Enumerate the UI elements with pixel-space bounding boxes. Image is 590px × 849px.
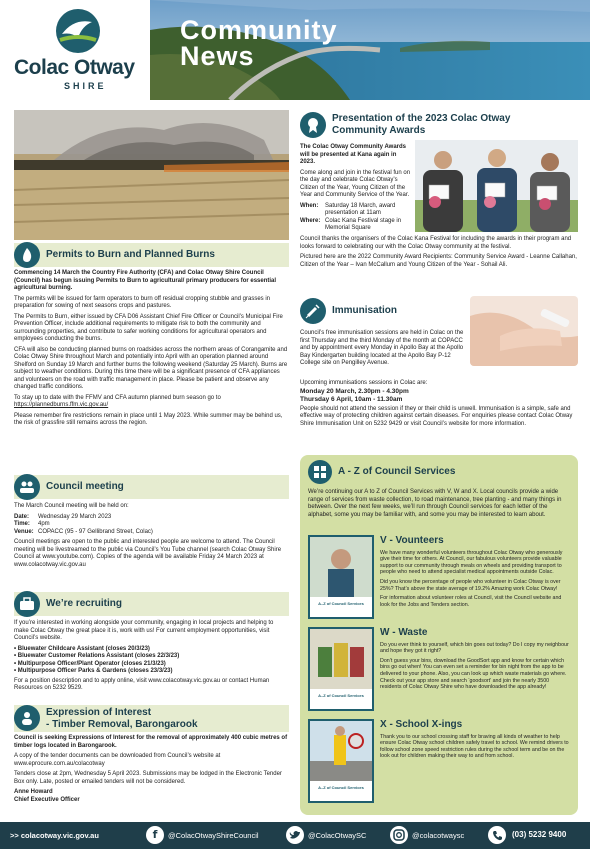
volunteers-paragraph-3: For information about volunteer roles at Council, visit the Council website and look for the Jobs and Tenders section.: [380, 595, 562, 608]
facebook-handle[interactable]: @ColacOtwayShireCouncil: [168, 831, 259, 840]
volunteers-title: V - Vounteers: [380, 535, 444, 546]
people-icon: [14, 474, 40, 500]
recruiting-section-header: [14, 592, 289, 616]
permits-section-header: [14, 243, 289, 267]
recruiting-title: We’re recruiting: [46, 598, 122, 609]
page-header: [0, 0, 590, 100]
immunisation-paragraph-1: Council’s free immunisation sessions are held in Colac on the first Thursday and the third Monday of the month at COPACC and by appointment every Monday in Apollo Bay at the Apollo Bay Kindergarten building located at the Apollo Bay P-12 College site on Pengilley Avenue.: [300, 330, 464, 366]
waste-title: W - Waste: [380, 627, 428, 638]
masthead-title-line2: News: [180, 41, 255, 71]
permits-paragraph-2: The Permits to Burn, either issued by CFA D06 Assistant Chief Fire Officer or Council’s Municipal Fire Prevention Officer, include additional requirements to mitigate risk to both the community and surrounding properties, and contribute to safer working conditions for agricultural operators and employees conducting the burns.: [14, 313, 283, 342]
permits-paragraph-4: To stay up to date with the FFMV and CFA autumn planned burn season go to: [14, 394, 221, 401]
immunisation-section-header: [300, 298, 470, 326]
job-list: [14, 646, 289, 676]
meeting-intro: The March Council meeting will be held on:: [14, 503, 129, 509]
twitter-handle[interactable]: @ColacOtwaySC: [308, 831, 367, 840]
waste-text: [380, 642, 572, 691]
twitter-icon[interactable]: [286, 826, 304, 844]
eoi-title-line2: - Timber Removal, Barongarook: [46, 719, 198, 730]
phone-number[interactable]: (03) 5232 9400: [512, 830, 567, 839]
waste-card-image: [308, 627, 374, 711]
volunteers-section: [380, 535, 572, 611]
az-title: A - Z of Council Services: [338, 466, 456, 477]
permits-paragraph-5: Please remember fire restrictions remain in place until 1 May 2023. While summer may be behind us, the risk of grassfire still remains across the region.: [14, 412, 283, 426]
immunisation-paragraph-3: People should not attend the session if they or their child is unwell. Immunisation is a simple, safe and effective way of protecting children against certain diseases. For enquiries please contact Colac Otway Shire Immunisation Unit on 5232 9429 or visit Council’s website for more information.: [300, 405, 573, 427]
volunteers-card-image: [308, 535, 374, 619]
instagram-handle[interactable]: @colacotwaysc: [412, 831, 465, 840]
awards-paragraph-2: Council thanks the organisers of the Colac Kana Festival for including the awards in their program and looks forward to celebrating our with the Colac Otway community at the festival.: [300, 236, 572, 250]
card-caption: A–Z of Council Services: [318, 600, 364, 606]
eoi-title-line1: Expression of Interest: [46, 707, 152, 718]
card-caption: A–Z of Council Services: [318, 784, 364, 790]
permits-paragraph-3: CFA will also be conducting planned burns on roadsides across the northern areas of Corangamite and Colac Otway Shire throughout March and potentially into April with an operation planned around Shelford on Sunday 19 March and further burns the following weekend (Saturday 25 March). Burns are subject to weather conditions. During this time there will be a significant presence of CFA appliances and volunteers on the road with traffic management in place. Please be patient and observe any changed traffic conditions.: [14, 346, 288, 390]
volunteers-text: [380, 550, 572, 609]
job-item[interactable]: • Multipurpose Officer/Plant Operator (closes 21/3/23): [14, 660, 166, 667]
eoi-body: [14, 735, 289, 804]
planned-burns-link[interactable]: https://plannedburns.ffm.vic.gov.au/: [14, 402, 109, 408]
briefcase-icon: [14, 591, 40, 617]
job-item[interactable]: • Multipurpose Officer Parks & Gardens (closes 23/3/23): [14, 668, 173, 674]
school-crossing-paragraph: Thank you to our school crossing staff for braving all kinds of weather to help ensure Colac Otway school children safely travel to school. We remind drivers to follow school zone speed restriction rules during the school term and be on the look out for children making their way to and from school.: [380, 733, 569, 760]
school-crossing-title: X - School X-ings: [380, 719, 463, 730]
eoi-intro: Council is seeking Expressions of Interest for the removal of approximately 400 cubic metres of timber logs located in Barongarook.: [14, 735, 288, 749]
immunisation-title: Immunisation: [332, 305, 398, 316]
instagram-icon[interactable]: [390, 826, 408, 844]
medal-icon: [300, 112, 326, 138]
awards-paragraph-3: Pictured here are the 2022 Community Award Recipients: Community Service Award - Leanne Callahan, Citizen of the Year – Ivan McCallum and Young Citizen of the Year - Sohail Ali.: [300, 254, 577, 268]
page-footer: [0, 822, 590, 849]
logo-wordmark: Colac Otway: [14, 56, 135, 79]
immunisation-body-top: [300, 330, 468, 371]
syringe-icon: [300, 298, 326, 324]
meeting-body: [14, 503, 289, 572]
school-crossing-card-image: [308, 719, 374, 803]
services-icon: [308, 460, 332, 484]
meeting-date-value: Wednesday 29 March 2023: [38, 513, 112, 520]
awards-when-label: When:: [300, 202, 319, 209]
planned-burn-photo: [14, 110, 289, 240]
flame-icon: [14, 242, 40, 268]
eoi-signatory-name: Anne Howard: [14, 789, 53, 795]
awards-intro: The Colac Otway Community Awards will be presented at Kana again in 2023.: [300, 144, 407, 165]
session-2: Thursday 6 April, 10am - 11.30am: [300, 395, 403, 403]
awards-where-label: Where:: [300, 217, 321, 224]
awards-where-value: Colac Kana Festival stage in Memorial Square: [325, 217, 402, 231]
awards-title-line1: Presentation of the 2023 Colac Otway: [332, 113, 511, 124]
waste-paragraph-1: Do you ever think to yourself, which bin goes out today? Do I copy my neighbour and hope they got it right?: [380, 641, 569, 655]
council-logo-icon: [52, 6, 104, 56]
meeting-date-label: Date:: [14, 513, 30, 520]
immunisation-body-bottom: [300, 380, 578, 431]
awards-paragraph-1: Come along and join in the festival fun on the day and celebrate Colac Otway’s Citizen of the Year, Young Citizen of the Year and Community Service of the Year.: [300, 169, 411, 198]
immunisation-photo: [470, 296, 578, 366]
session-1: Monday 20 March, 2.30pm - 4.30pm: [300, 387, 409, 395]
awards-title-line2: Community Awards: [332, 125, 426, 136]
permits-body: [14, 270, 289, 431]
job-item[interactable]: • Bluewater Customer Relations Assistant (closes 22/3/23): [14, 653, 180, 659]
awards-when-value: Saturday 18 March, award presentation at 11am: [325, 202, 396, 216]
meeting-title: Council meeting: [46, 481, 124, 492]
eoi-paragraph-1: A copy of the tender documents can be downloaded from Council’s website at www.eprocure.com.au/colacotway: [14, 753, 221, 767]
waste-paragraph-2: Don’t guess your bins, download the GoodSort app and know for certain which bins go out when! You can even set a reminder for bin night from the app to be delivered to your phone. Also, you can look up which waste materials go where. Check out your app store and search ‘goodsort’ and join the nearly 3500 residents of Colac Otway Shire who have downloaded the app already!: [380, 657, 567, 691]
person-icon: [14, 705, 40, 731]
eoi-section-header: [14, 705, 289, 732]
awards-body-bottom: [300, 236, 578, 272]
meeting-time-label: Time:: [14, 521, 30, 527]
facebook-icon[interactable]: f: [146, 826, 164, 844]
meeting-section-header: [14, 475, 289, 499]
school-crossing-section: [380, 719, 572, 760]
volunteers-paragraph-1: We have many wonderful volunteers throughout Colac Otway who generously give their time for others. At Council, our fabulous volunteers provide valuable support to our community through meals on wheels and providing transport to people who need to attend specialist medical appointments outside Colac.: [380, 549, 563, 576]
permits-intro: Commencing 14 March the Country Fire Authority (CFA) and Colac Otway Shire Council (Council) has begun issuing Permits to Burn to agricultural/ primary producers for essential agricultural burning.: [14, 270, 277, 291]
card-caption: A–Z of Council Services: [318, 692, 364, 698]
permits-title: Permits to Burn and Planned Burns: [46, 249, 215, 260]
meeting-time-value: 4pm: [38, 521, 50, 527]
recruiting-outro: For a position description and to apply online, visit www.colacotway.vic.gov.au or contact Human Resources on 5232 9529.: [14, 677, 270, 691]
recruiting-intro: If you’re interested in working alongside your community, engaging in local projects and helping to make Colac Otway the great place it is, work with us! For current employment opportunities, visit Council’s website.: [14, 620, 274, 641]
volunteers-paragraph-2: Did you know the percentage of people who volunteer in Colac Otway is over 25%? That’s above the state average of 19.2% Amazing work Colac Otway!: [380, 578, 561, 592]
recruiting-body: [14, 620, 289, 696]
award-recipients-photo: [415, 140, 578, 232]
eoi-paragraph-2: Tenders close at 2pm, Wednesday 5 April 2023. Submissions may be lodged in the Electronic Tender Box only. Late, posted or emailed tenders will not be considered.: [14, 771, 282, 785]
website-link[interactable]: >> colacotway.vic.gov.au: [10, 831, 99, 840]
awards-section-header: [300, 110, 578, 140]
eoi-signatory-role: Chief Executive Officer: [14, 796, 80, 803]
meeting-venue-value: COPACC (95 - 97 Gellibrand Street, Colac): [38, 528, 153, 535]
az-intro: We’re continuing our A to Z of Council Services with V, W and X. Local councils provide a wide range of services from waste collection, to road maintenance, tree planting - and many things in between. Over the next few weeks, we’ll run through Council services for each letter of the alphabet, some you may be familiar with, and some you may be interested to learn about.: [308, 489, 562, 518]
logo-shire-label: SHIRE: [64, 81, 107, 91]
phone-icon[interactable]: [488, 826, 506, 844]
meeting-text: Council meetings are open to the public and interested people are welcome to attend. The Council meeting will be livestreamed to the public via Council’s You Tube channel (search Colac Otway Shire Council at www.youtube.com). Copies of the agenda will be available Friday 24 March 2023 at www.colacotway.vic.gov.au: [14, 539, 282, 568]
waste-section: [380, 627, 572, 694]
immunisation-paragraph-2: Upcoming immunisations sessions in Colac are:: [300, 380, 428, 386]
meeting-venue-label: Venue:: [14, 528, 34, 535]
permits-paragraph-1: The permits will be issued for farm operators to burn off residual cropping stubble and grasses in preparation for sowing of next seasons crops and pastures.: [14, 295, 271, 309]
job-item[interactable]: • Bluewater Childcare Assistant (closes 20/3/23): [14, 645, 150, 652]
az-panel: [300, 455, 578, 815]
awards-body-left: [300, 144, 412, 233]
masthead-title-line1: Community: [180, 15, 338, 45]
